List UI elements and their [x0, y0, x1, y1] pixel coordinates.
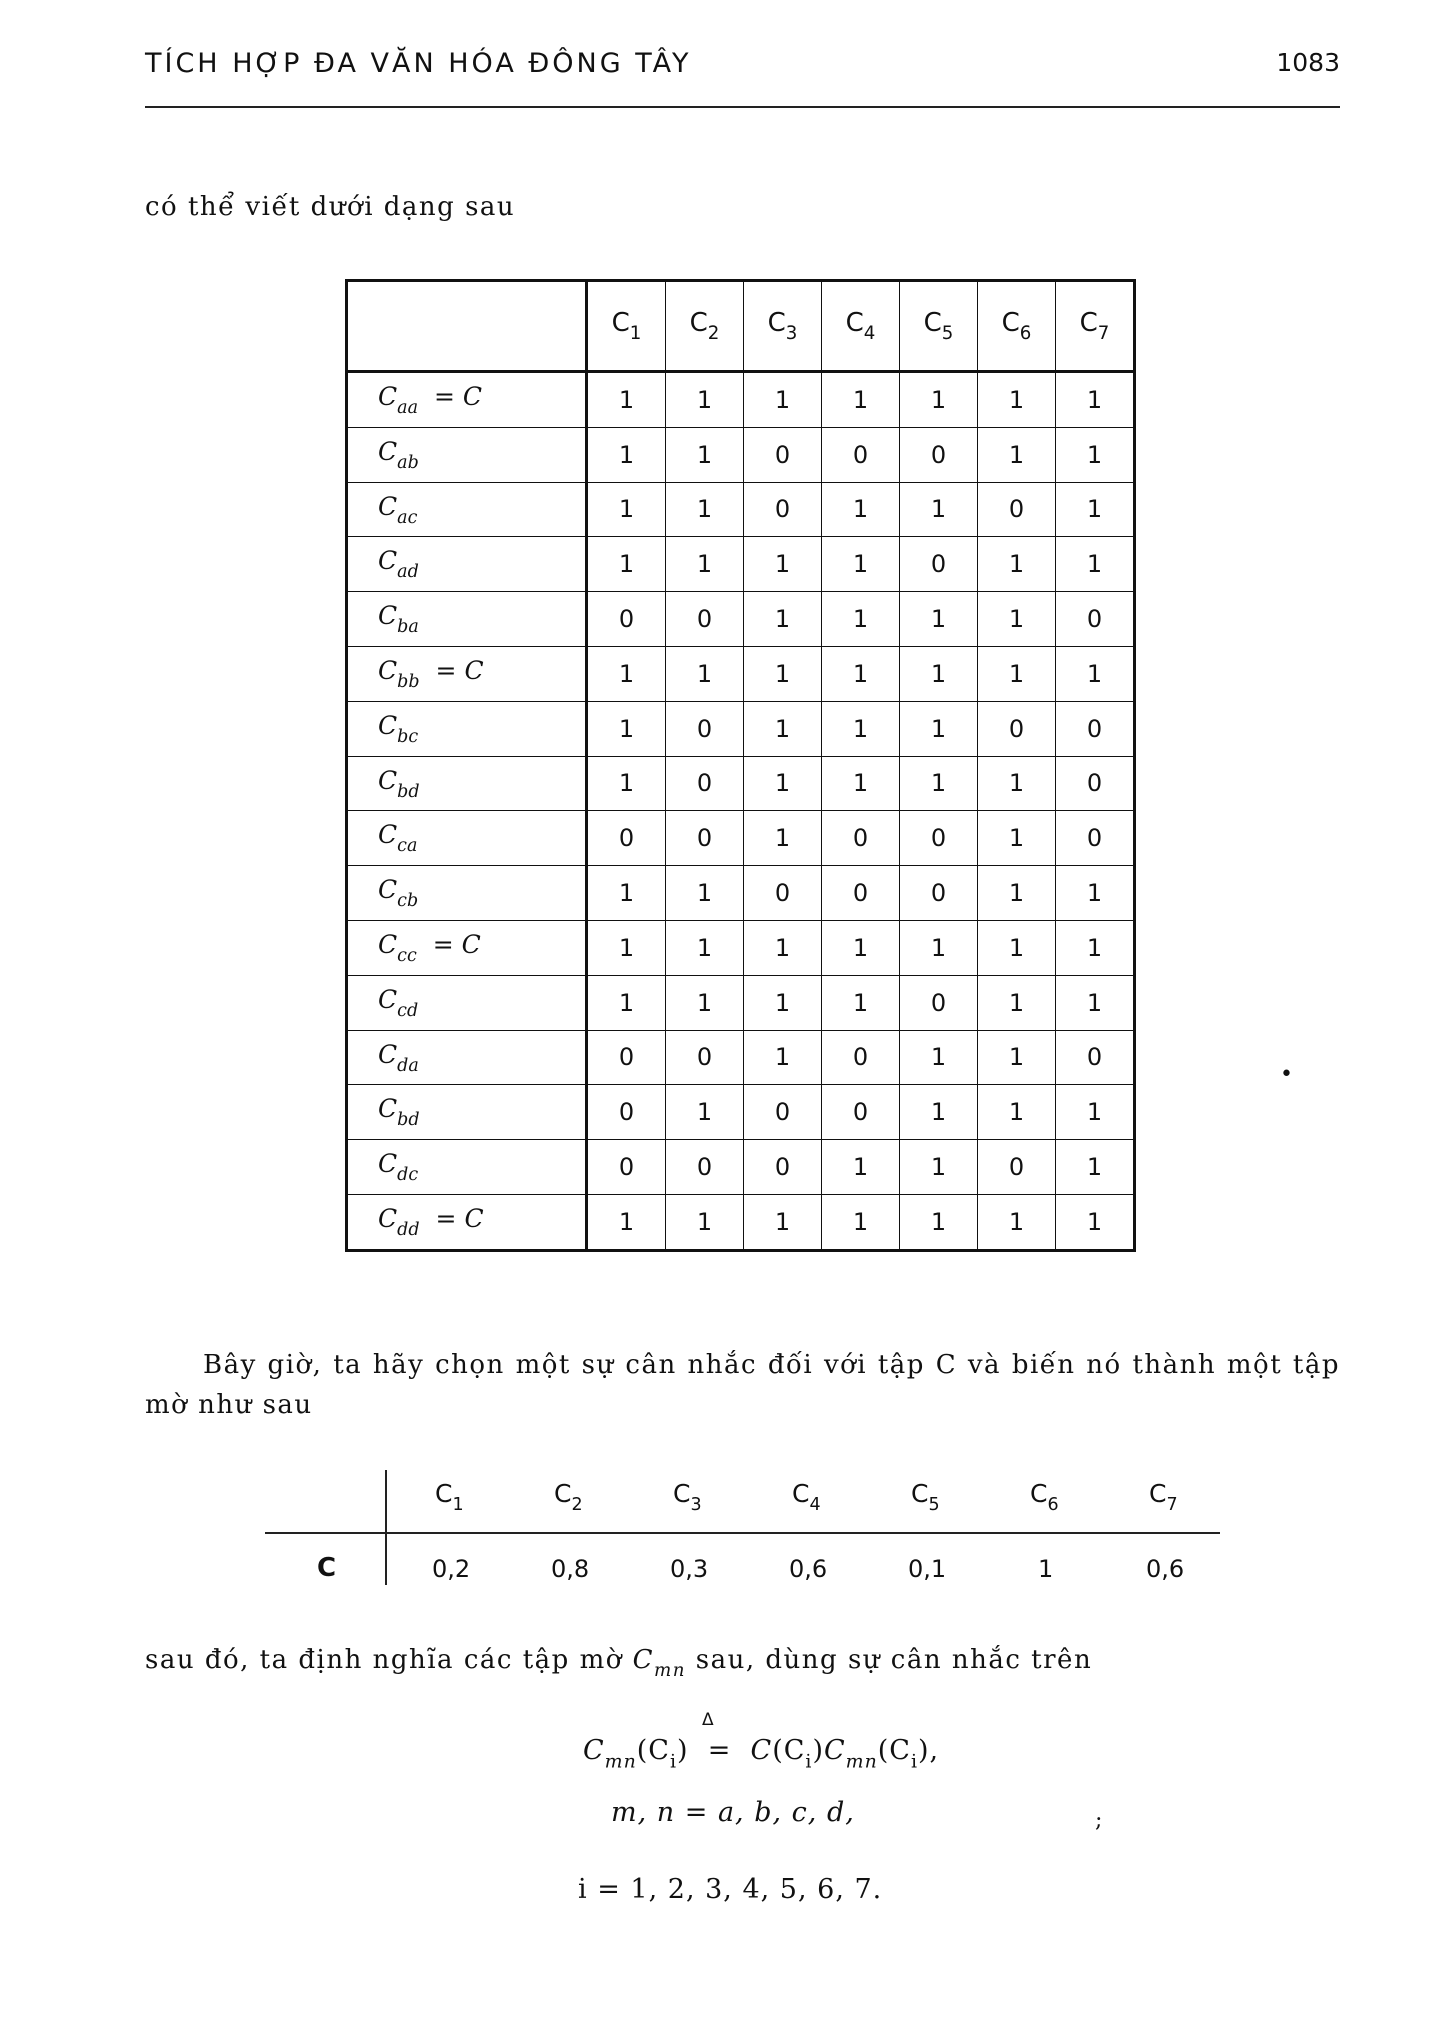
row-label: $C_{ba}$	[347, 592, 587, 647]
table-cell: 0	[1056, 811, 1135, 866]
table-corner-cell	[347, 281, 587, 372]
table-cell: 0	[1056, 1030, 1135, 1085]
table-cell: 1	[822, 975, 900, 1030]
table-cell: 1	[666, 482, 744, 537]
table-cell: 1	[1056, 1194, 1135, 1250]
column-header: $C_2$	[666, 281, 744, 372]
table-row	[347, 756, 1135, 811]
page-number: 1083	[1276, 48, 1340, 77]
table-row	[347, 920, 1135, 975]
table-cell: 1	[822, 756, 900, 811]
table-cell: 0	[1056, 592, 1135, 647]
print-speck: ;	[1095, 1808, 1103, 1833]
table-cell: 1	[587, 920, 666, 975]
table-row	[347, 537, 1135, 592]
column-header: $C_6$	[978, 281, 1056, 372]
table-cell: 1	[666, 537, 744, 592]
fuzzy-column-header: $C_6$	[1030, 1479, 1059, 1515]
table-cell: 0	[744, 482, 822, 537]
table-cell: 1	[822, 482, 900, 537]
table-cell: 1	[666, 427, 744, 482]
table-cell: 1	[978, 1194, 1056, 1250]
table-cell: 1	[978, 1030, 1056, 1085]
table-cell: 1	[900, 1030, 978, 1085]
table-cell: 1	[587, 482, 666, 537]
table-cell: 1	[744, 811, 822, 866]
formula-line-3: i = 1, 2, 3, 4, 5, 6, 7.	[578, 1874, 883, 1905]
column-header: $C_5$	[900, 281, 978, 372]
table-cell: 1	[1056, 920, 1135, 975]
column-header: $C_3$	[744, 281, 822, 372]
table-cell: 0	[822, 1085, 900, 1140]
print-speck: •	[1280, 1062, 1293, 1087]
header-rule	[145, 106, 1340, 108]
table-row	[347, 646, 1135, 701]
intro-text: có thể viết dưới dạng sau	[145, 192, 516, 222]
table-cell: 1	[1056, 975, 1135, 1030]
table-cell: 1	[978, 866, 1056, 921]
define-symbol: C	[632, 1645, 655, 1675]
row-label: $C_{ac}$	[347, 482, 587, 537]
row-label: $C_{ca}$	[347, 811, 587, 866]
table-cell: 0	[587, 811, 666, 866]
fuzzy-column-header: $C_2$	[554, 1479, 583, 1515]
table-cell: 1	[1056, 866, 1135, 921]
fuzzy-column-header: $C_7$	[1149, 1479, 1178, 1515]
table-cell: 1	[978, 427, 1056, 482]
row-label: $C_{bc}$	[347, 701, 587, 756]
column-header: $C_7$	[1056, 281, 1135, 372]
define-symbol-subscript: mn	[654, 1660, 687, 1682]
table-cell: 1	[822, 701, 900, 756]
table-cell: 0	[900, 866, 978, 921]
table-row	[347, 811, 1135, 866]
table-cell: 1	[822, 537, 900, 592]
fuzzy-membership-value: 0,2	[432, 1555, 471, 1583]
table-cell: 0	[822, 427, 900, 482]
table-cell: 1	[666, 920, 744, 975]
table-cell: 1	[1056, 537, 1135, 592]
table-cell: 0	[900, 427, 978, 482]
table-cell: 0	[587, 1085, 666, 1140]
formula-line-2: m, n = a, b, c, d,	[611, 1797, 855, 1828]
table-cell: 0	[666, 1030, 744, 1085]
fuzzy-column-header: $C_3$	[673, 1479, 702, 1515]
row-label: $C_{dc}$	[347, 1140, 587, 1195]
table-cell: 0	[587, 592, 666, 647]
table-cell: 1	[900, 1085, 978, 1140]
table-cell: 0	[666, 756, 744, 811]
table-cell: 1	[666, 975, 744, 1030]
table-cell: 1	[900, 482, 978, 537]
table-row	[347, 975, 1135, 1030]
table-row	[347, 866, 1135, 921]
fuzzy-set-table	[265, 1465, 1220, 1590]
table-cell: 1	[822, 920, 900, 975]
table-row	[347, 1140, 1135, 1195]
define-text-before: sau đó, ta định nghĩa các tập mờ	[145, 1645, 633, 1675]
table-cell: 1	[744, 537, 822, 592]
table-cell: 1	[900, 1140, 978, 1195]
fuzzy-column-header: $C_1$	[435, 1479, 464, 1515]
fuzzy-membership-value: 0,3	[670, 1555, 709, 1583]
table-cell: 0	[900, 975, 978, 1030]
paragraph-fuzzy-intro: Bây giờ, ta hãy chọn một sự cân nhắc đối với tập C và biến nó thành một tập mờ như sau	[145, 1350, 1340, 1420]
table-cell: 0	[744, 1085, 822, 1140]
table-cell: 1	[900, 1194, 978, 1250]
table-cell: 1	[900, 920, 978, 975]
table-cell: 0	[666, 701, 744, 756]
table-cell: 1	[744, 756, 822, 811]
column-header: $C_1$	[587, 281, 666, 372]
table-cell: 0	[978, 1140, 1056, 1195]
table-cell: 1	[587, 1194, 666, 1250]
table-cell: 1	[587, 866, 666, 921]
table-cell: 1	[744, 1194, 822, 1250]
table-cell: 0	[1056, 756, 1135, 811]
table-cell: 1	[744, 1030, 822, 1085]
table-cell: 1	[978, 372, 1056, 428]
table-cell: 0	[822, 1030, 900, 1085]
table-cell: 0	[744, 1140, 822, 1195]
table-cell: 1	[978, 756, 1056, 811]
table-cell: 1	[822, 1194, 900, 1250]
column-header: $C_4$	[822, 281, 900, 372]
table-cell: 1	[978, 811, 1056, 866]
table-cell: 1	[1056, 1140, 1135, 1195]
table-row	[347, 1085, 1135, 1140]
fuzzy-column-header: $C_4$	[792, 1479, 821, 1515]
row-label: $C_{bd}$	[347, 1085, 587, 1140]
table-cell: 0	[666, 1140, 744, 1195]
fuzzy-table-vertical-rule	[385, 1470, 387, 1585]
table-cell: 1	[587, 975, 666, 1030]
row-label: $C_{cd}$	[347, 975, 587, 1030]
fuzzy-membership-value: 0,8	[551, 1555, 590, 1583]
define-text-after: sau, dùng sự cân nhắc trên	[686, 1645, 1093, 1675]
row-label: $C_{ab}$	[347, 427, 587, 482]
table-row	[347, 592, 1135, 647]
table-cell: 0	[900, 811, 978, 866]
table-cell: 1	[822, 372, 900, 428]
table-cell: 1	[978, 1085, 1056, 1140]
row-label: $C_{aa} = C$	[347, 372, 587, 428]
table-cell: 1	[666, 646, 744, 701]
row-label: $C_{da}$	[347, 1030, 587, 1085]
table-cell: 1	[1056, 372, 1135, 428]
table-cell: 0	[744, 866, 822, 921]
table-cell: 1	[822, 1140, 900, 1195]
table-cell: 0	[978, 482, 1056, 537]
table-cell: 0	[822, 866, 900, 921]
table-cell: 1	[744, 592, 822, 647]
table-row	[347, 1194, 1135, 1250]
table-cell: 1	[1056, 427, 1135, 482]
table-row	[347, 1030, 1135, 1085]
table-cell: 1	[822, 592, 900, 647]
table-cell: 0	[744, 427, 822, 482]
running-title: TÍCH HỢP ĐA VĂN HÓA ĐÔNG TÂY	[145, 48, 692, 79]
row-label: $C_{cc} = C$	[347, 920, 587, 975]
table-cell: 0	[587, 1030, 666, 1085]
table-row	[347, 372, 1135, 428]
table-cell: 1	[744, 701, 822, 756]
table-cell: 1	[744, 975, 822, 1030]
table-cell: 1	[744, 920, 822, 975]
table-cell: 1	[900, 592, 978, 647]
fuzzy-membership-value: 1	[1038, 1555, 1054, 1583]
table-cell: 1	[822, 646, 900, 701]
fuzzy-column-header: $C_5$	[911, 1479, 940, 1515]
fuzzy-row-label: C	[317, 1553, 337, 1583]
table-cell: 0	[900, 537, 978, 592]
table-cell: 1	[900, 372, 978, 428]
table-cell: 1	[587, 427, 666, 482]
row-label: $C_{dd} = C$	[347, 1194, 587, 1250]
fuzzy-membership-value: 0,6	[789, 1555, 828, 1583]
table-cell: 1	[1056, 1085, 1135, 1140]
table-cell: 1	[978, 975, 1056, 1030]
formula-lhs-sub: mn	[604, 1750, 637, 1773]
table-cell: 1	[1056, 482, 1135, 537]
table-cell: 1	[587, 701, 666, 756]
table-cell: 1	[744, 646, 822, 701]
table-cell: 1	[978, 646, 1056, 701]
table-row	[347, 482, 1135, 537]
row-label: $C_{ad}$	[347, 537, 587, 592]
table-cell: 0	[587, 1140, 666, 1195]
table-cell: 0	[666, 592, 744, 647]
table-cell: 1	[978, 592, 1056, 647]
fuzzy-membership-value: 0,1	[908, 1555, 947, 1583]
table-cell: 1	[1056, 646, 1135, 701]
table-cell: 0	[1056, 701, 1135, 756]
table-row	[347, 427, 1135, 482]
formula-line-1: $C_{mn}(C_i) = C(C_i)C_{mn}(C_i)$,	[583, 1735, 940, 1773]
table-cell: 1	[666, 1194, 744, 1250]
table-header-row	[347, 281, 1135, 372]
table-cell: 1	[587, 537, 666, 592]
table-cell: 1	[900, 756, 978, 811]
fuzzy-membership-value: 0,6	[1146, 1555, 1185, 1583]
row-label: $C_{cb}$	[347, 866, 587, 921]
paragraph-define	[145, 1645, 1092, 1681]
row-label: $C_{bd}$	[347, 756, 587, 811]
table-cell: 0	[666, 811, 744, 866]
table-cell: 1	[666, 1085, 744, 1140]
row-label: $C_{bb} = C$	[347, 646, 587, 701]
table-cell: 1	[744, 372, 822, 428]
fuzzy-table-horizontal-rule	[265, 1532, 1220, 1534]
table-cell: 1	[666, 372, 744, 428]
table-cell: 1	[900, 646, 978, 701]
delta-definition-symbol: Δ	[702, 1710, 714, 1730]
table-cell: 1	[666, 866, 744, 921]
membership-table	[345, 279, 1136, 1252]
table-cell: 1	[587, 646, 666, 701]
table-cell: 1	[900, 701, 978, 756]
table-cell: 1	[587, 372, 666, 428]
table-row	[347, 701, 1135, 756]
table-cell: 1	[978, 920, 1056, 975]
table-cell: 1	[978, 537, 1056, 592]
table-cell: 0	[978, 701, 1056, 756]
table-cell: 1	[587, 756, 666, 811]
table-cell: 0	[822, 811, 900, 866]
